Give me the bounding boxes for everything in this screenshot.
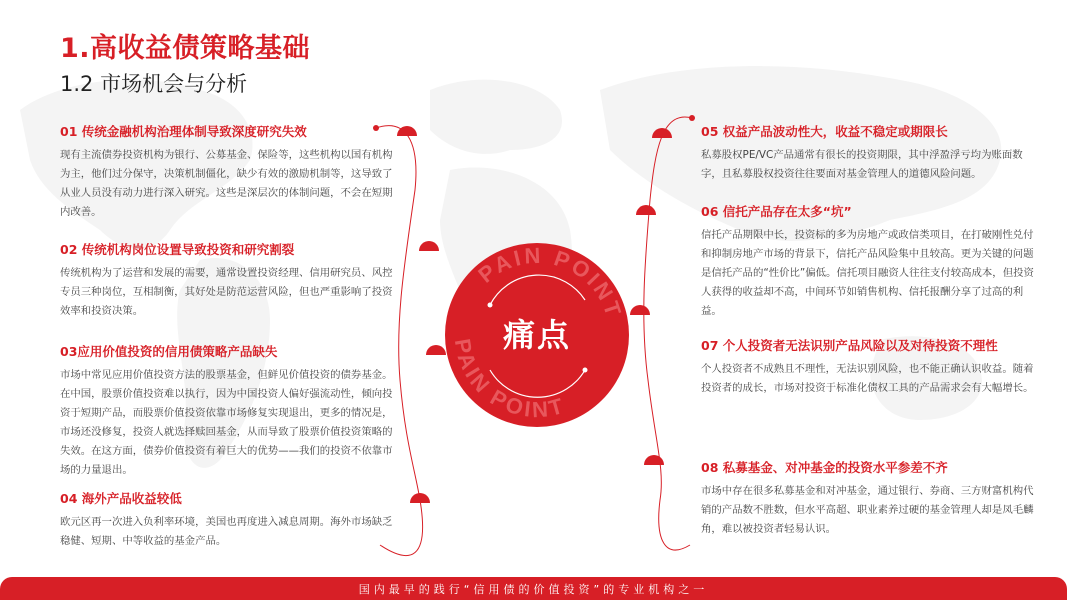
item-heading: 06 信托产品存在太多“坑” <box>701 204 852 219</box>
ring-text-top: PAIN POINT <box>473 242 627 322</box>
item-01 <box>60 124 400 222</box>
curve-end-dot <box>689 115 695 121</box>
page-title: 1.高收益债策略基础 <box>60 33 311 64</box>
footer-slogan: 国内最早的践行“信用债的价值投资”的专业机构之一 <box>358 583 709 596</box>
item-heading: 02 传统机构岗位设置导致投资和研究割裂 <box>60 242 295 257</box>
item-heading: 03应用价值投资的信用债策略产品缺失 <box>60 344 278 359</box>
marker-01 <box>397 126 417 136</box>
item-03 <box>60 344 400 480</box>
marker-04 <box>410 493 430 503</box>
item-heading: 08 私募基金、对冲基金的投资水平参差不齐 <box>701 460 948 475</box>
item-body: 现有主流债券投资机构为银行、公募基金、保险等，这些机构以国有机构为主，他们过分保守，决策机制僵化，缺少有效的激励机制等，这导致了从业人员没有动力进行深入研究。这些是深层次的体制问题，不会在短期内改善。 <box>60 149 393 218</box>
marker-05 <box>652 128 672 138</box>
item-heading: 05 权益产品波动性大，收益不稳定或期限长 <box>701 124 948 139</box>
ring-text-bottom: PAIN POINT <box>449 336 569 423</box>
marker-02 <box>419 241 439 251</box>
item-heading: 01 传统金融机构治理体制导致深度研究失效 <box>60 124 307 139</box>
item-05 <box>701 124 1041 184</box>
marker-06 <box>636 205 656 215</box>
marker-08 <box>644 455 664 465</box>
item-06 <box>701 204 1041 321</box>
item-02 <box>60 242 400 321</box>
page-subtitle: 1.2 市场机会与分析 <box>60 72 248 96</box>
item-07 <box>701 338 1041 398</box>
item-heading: 04 海外产品收益较低 <box>60 491 182 506</box>
pain-point-label: 痛点 <box>502 316 571 354</box>
right-connector-curve <box>644 117 692 550</box>
item-body: 市场中常见应用价值投资方法的股票基金，但鲜见价值投资的债券基金。在中国，股票价值投资难以执行，因为中国投资人偏好强流动性，倾向投资于短期产品，而股票价值投资依靠市场修复实现退出，更多的情况是，市场还没修复，投资人就选择赎回基金，从而导致了股票价值投资策略的失效。在这方面，债券价值投资有着巨大的优势——我们的投资不依靠市场的力量退出。 <box>60 369 393 476</box>
item-heading: 07 个人投资者无法识别产品风险以及对待投资不理性 <box>701 338 998 353</box>
item-body: 信托产品期限中长，投资标的多为房地产或政信类项目，在打破刚性兑付和抑制房地产市场的背景下，信托产品风险集中且较高。更为关键的问题是信托产品的“性价比”偏低。信托项目融资人往往支付较高成本，但投资人获得的收益却不高，中间环节如销售机构、信托报酬分享了过高的利益。 <box>701 229 1034 317</box>
item-04 <box>60 491 400 551</box>
item-body: 传统机构为了运营和发展的需要，通常设置投资经理、信用研究员、风控专员三种岗位，互相制衡，其好处是防范运营风险，但也严重影响了投资效率和投资决策。 <box>60 267 393 317</box>
item-08 <box>701 460 1041 539</box>
item-body: 市场中存在很多私募基金和对冲基金，通过银行、券商、三方财富机构代销的产品数不胜数，但水平高超、职业素养过硬的基金管理人却是凤毛麟角，难以被投资者轻易认识。 <box>701 485 1034 535</box>
item-body: 私募股权PE/VC产品通常有很长的投资期限，其中浮盈浮亏均为账面数字，且私募股权投资往往要面对基金管理人的道德风险问题。 <box>701 149 1023 180</box>
item-body: 欧元区再一次进入负利率环境，美国也再度进入减息周期。海外市场缺乏稳健、短期、中等收益的基金产品。 <box>60 516 393 547</box>
item-body: 个人投资者不成熟且不理性，无法识别风险，也不能正确认识收益。随着投资者的成长，市场对投资于标准化债权工具的产品需求会有大幅增长。 <box>701 363 1034 394</box>
